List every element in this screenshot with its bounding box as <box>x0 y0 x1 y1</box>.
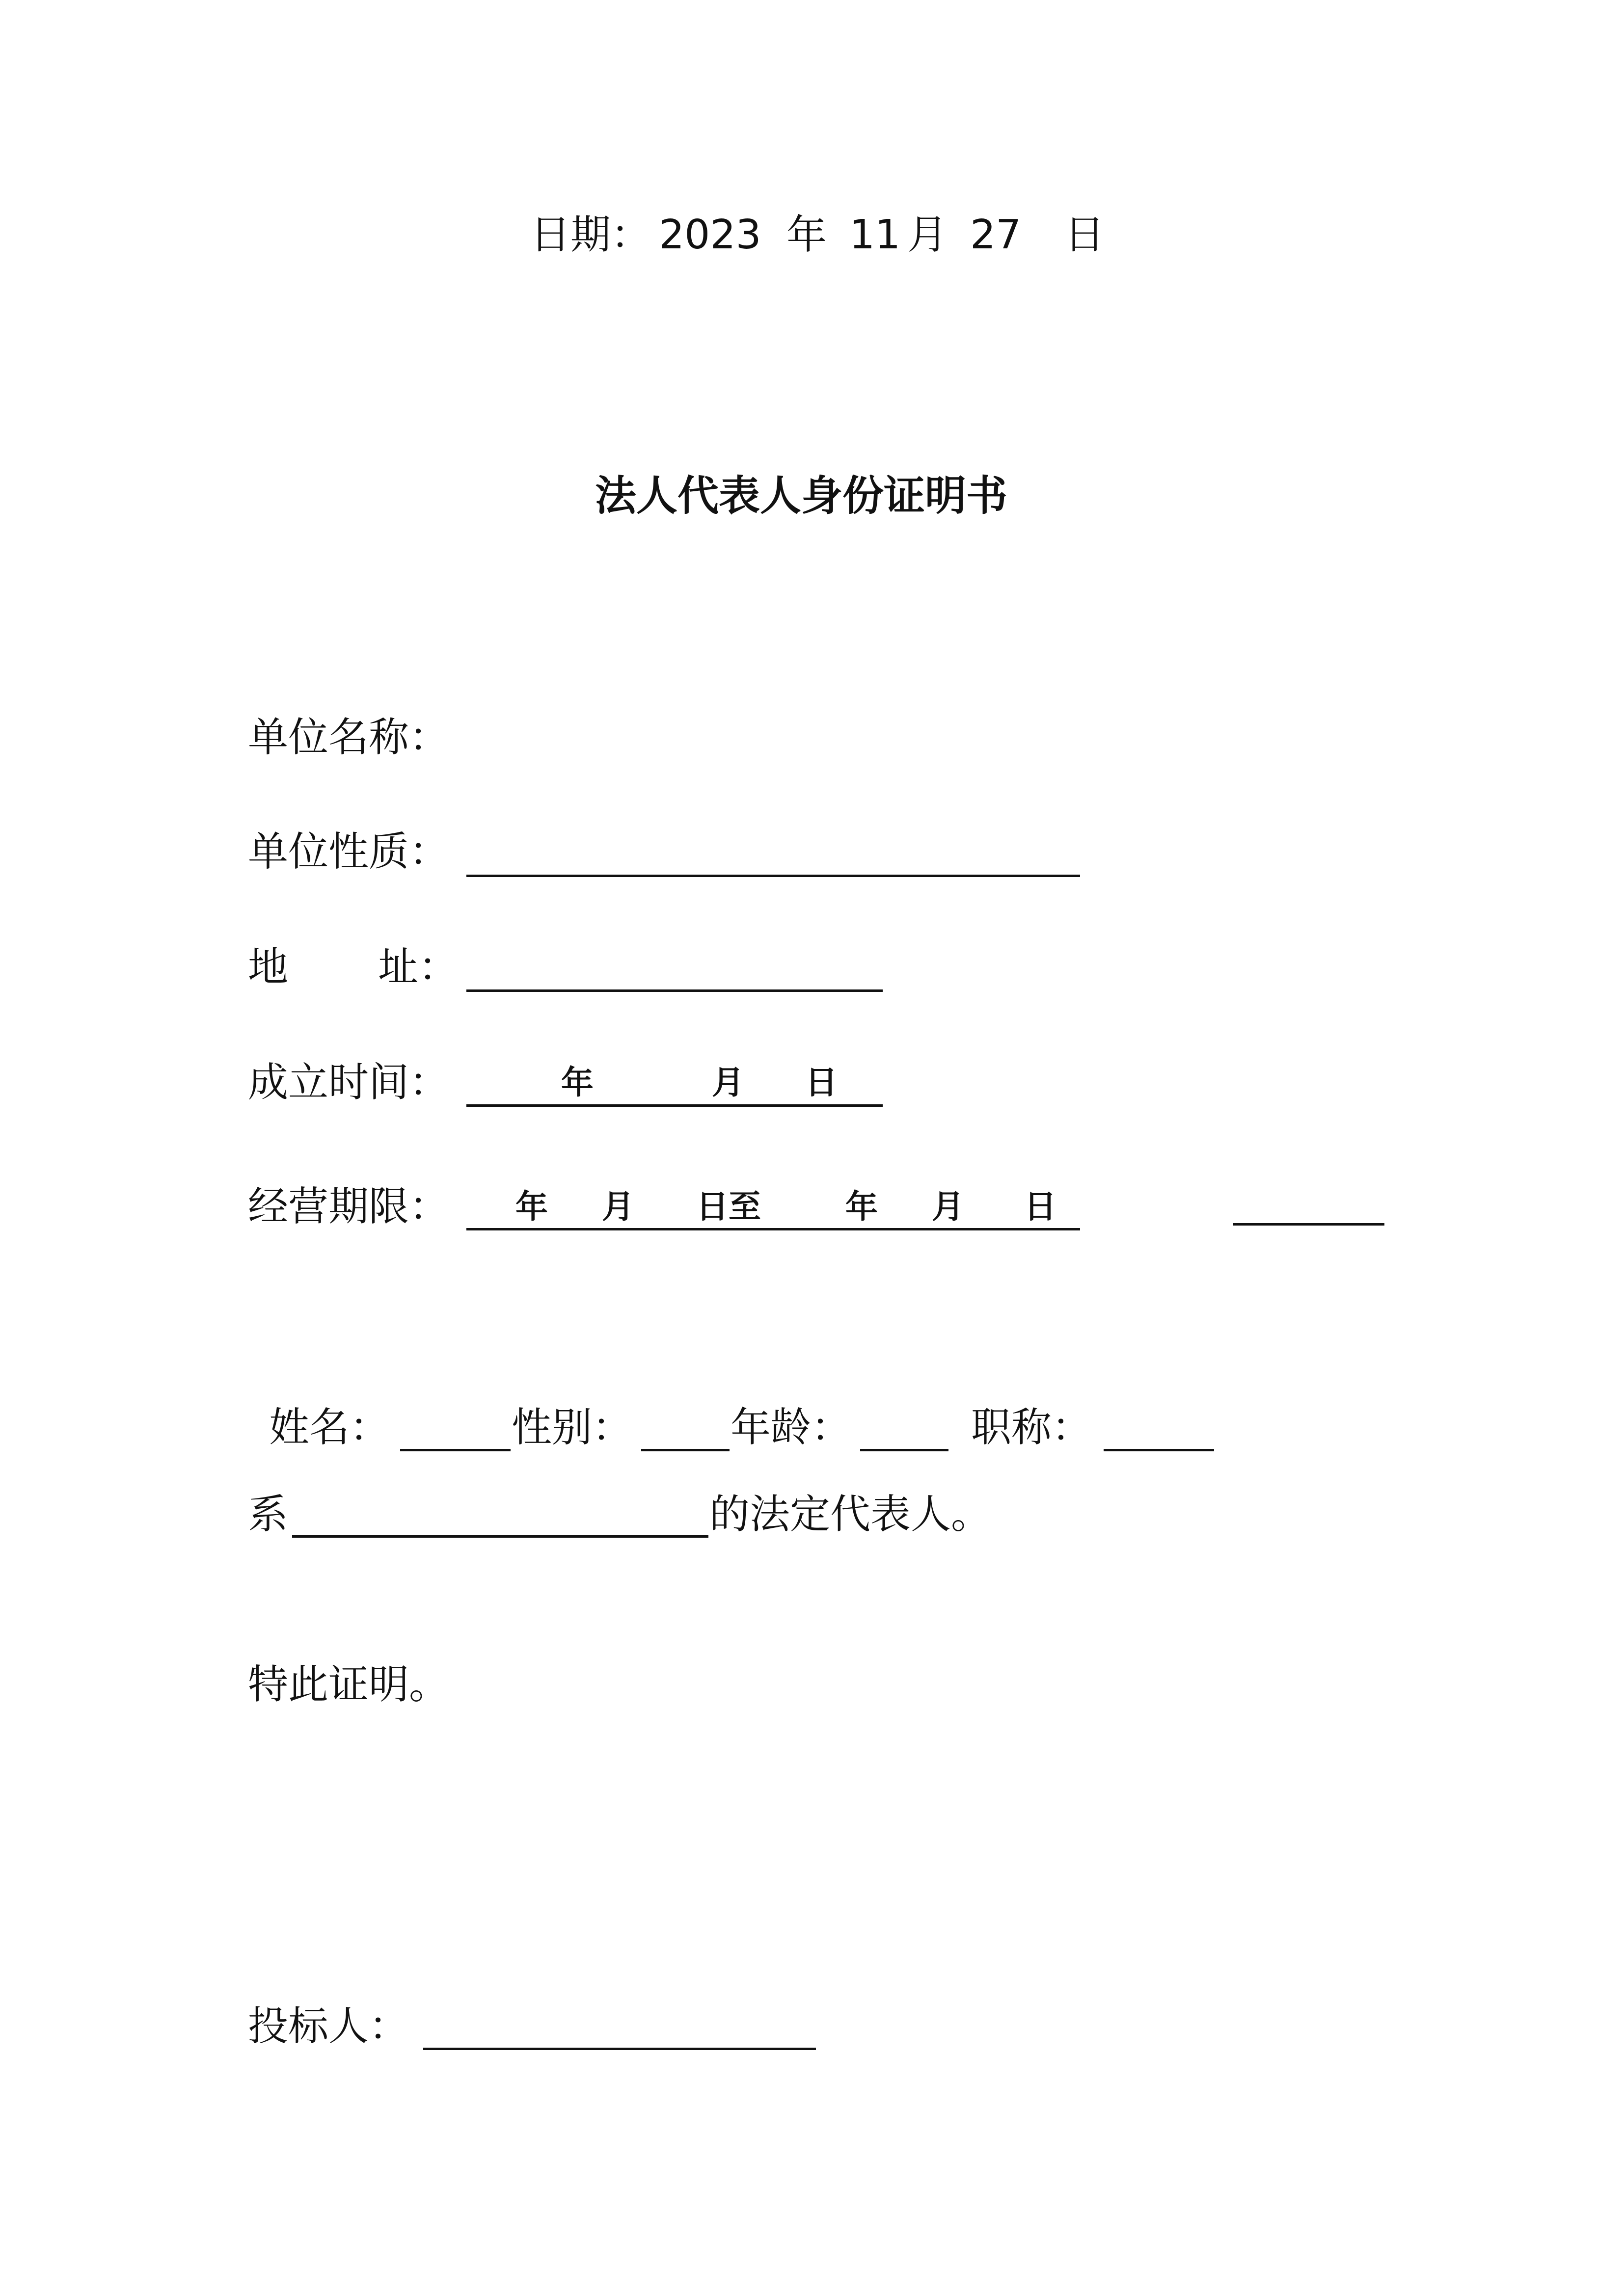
name-label: 姓名： <box>269 1404 390 1451</box>
date-month-unit: 月 <box>907 212 948 258</box>
date-month: 11 <box>849 212 901 258</box>
certify-text: 特此证明。 <box>248 1661 450 1708</box>
term-label: 经营期限： <box>248 1183 450 1230</box>
term-end-month-unit: 月 <box>932 1187 964 1226</box>
established-year-unit: 年 <box>561 1063 594 1101</box>
term-start-day-to: 日至 <box>696 1187 761 1226</box>
unit-nature-label: 单位性质： <box>248 828 450 875</box>
term-end-day-unit: 日 <box>1024 1187 1056 1226</box>
date-year-unit: 年 <box>786 212 827 258</box>
established-month-unit: 月 <box>712 1063 744 1101</box>
established-blank[interactable] <box>466 1104 883 1107</box>
address-label-second: 址： <box>378 944 459 990</box>
age-label: 年龄： <box>731 1404 852 1451</box>
established-day-unit: 日 <box>805 1063 838 1101</box>
address-label-first: 地 <box>248 944 289 990</box>
gender-label: 性别： <box>512 1404 633 1451</box>
age-blank[interactable] <box>860 1449 948 1451</box>
term-start-year-unit: 年 <box>515 1187 548 1226</box>
statement-prefix: 系 <box>248 1491 289 1538</box>
gender-blank[interactable] <box>641 1449 730 1451</box>
statement-suffix: 的法定代表人。 <box>709 1491 992 1538</box>
title-blank[interactable] <box>1104 1449 1214 1451</box>
term-end-year-unit: 年 <box>845 1187 878 1226</box>
date-label: 日期： <box>530 212 651 258</box>
term-extra-blank[interactable] <box>1233 1223 1384 1226</box>
established-label: 成立时间： <box>248 1059 450 1106</box>
bidder-label: 投标人： <box>248 2003 409 2050</box>
date-day-unit: 日 <box>1064 212 1105 258</box>
statement-blank[interactable] <box>292 1535 708 1538</box>
unit-name-label: 单位名称： <box>248 714 450 761</box>
address-blank[interactable] <box>466 989 883 992</box>
term-start-month-unit: 月 <box>602 1187 634 1226</box>
date-year: 2023 <box>659 212 761 258</box>
date-day: 27 <box>970 212 1022 258</box>
unit-nature-blank[interactable] <box>466 875 1080 877</box>
bidder-blank[interactable] <box>423 2048 816 2050</box>
name-blank[interactable] <box>400 1449 511 1451</box>
term-blank[interactable] <box>466 1228 1080 1230</box>
page-title: 法人代表人身份证明书 <box>595 472 1008 520</box>
title-label: 职称： <box>971 1404 1092 1451</box>
